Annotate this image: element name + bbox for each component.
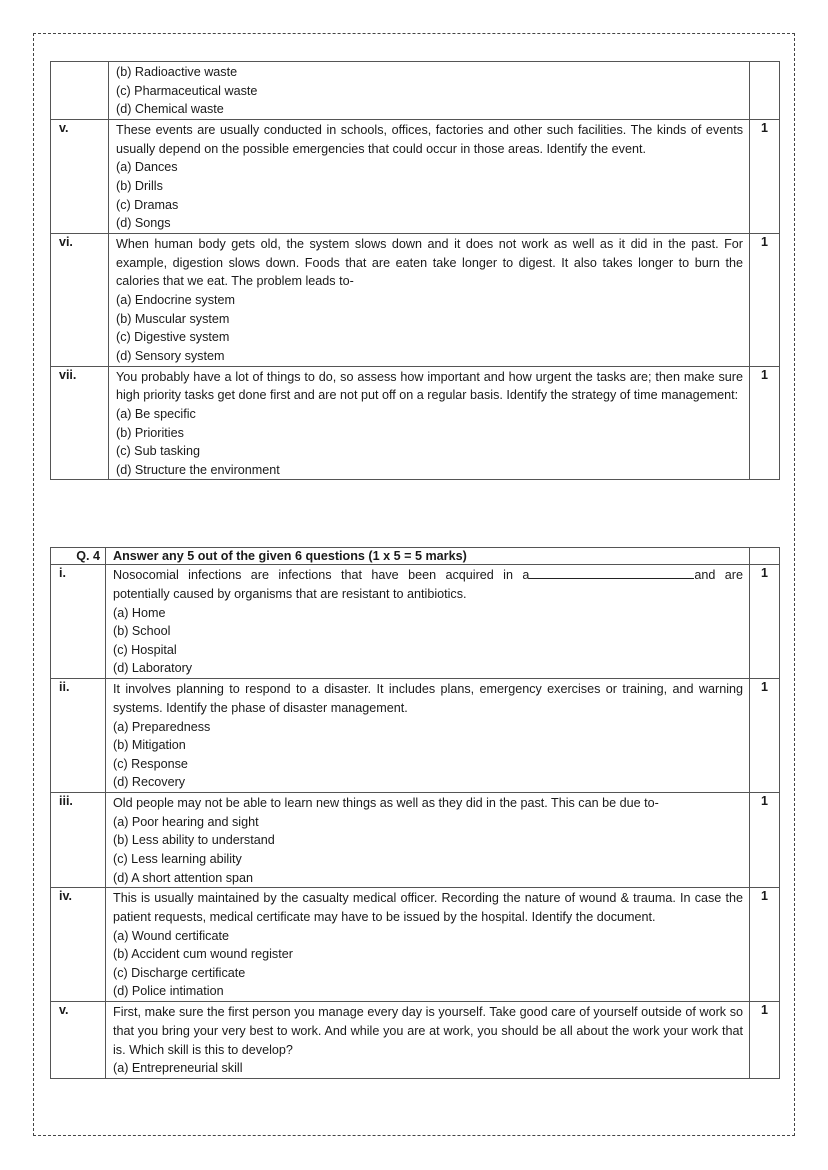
option: (d) Songs bbox=[116, 216, 171, 231]
question-marks bbox=[750, 62, 780, 120]
question-marks: 1 bbox=[750, 119, 780, 233]
option: (d) Police intimation bbox=[113, 984, 224, 999]
option: (b) Accident cum wound register bbox=[113, 947, 293, 962]
fill-in-blank bbox=[529, 566, 694, 579]
option: (a) Endocrine system bbox=[116, 293, 235, 308]
question-stem: It involves planning to respond to a disaster. It includes plans, emergency exercises or training, and warning systems. Identify the phase of disaster management. bbox=[113, 681, 743, 715]
question-marks: 1 bbox=[750, 366, 780, 480]
option: (c) Pharmaceutical waste bbox=[116, 83, 258, 98]
option: (d) Recovery bbox=[113, 775, 186, 790]
option: (c) Less learning ability bbox=[113, 851, 242, 866]
question-stem: Old people may not be able to learn new things as well as they did in the past. This can be due to- bbox=[113, 795, 659, 810]
question-body bbox=[109, 233, 750, 366]
option: (d) A short attention span bbox=[113, 870, 254, 885]
option: (b) Radioactive waste bbox=[116, 65, 238, 79]
question-number: vii. bbox=[51, 366, 109, 480]
question-row bbox=[51, 565, 780, 679]
section-header-row bbox=[51, 548, 780, 565]
option: (a) Be specific bbox=[116, 407, 196, 422]
question-body bbox=[106, 1002, 750, 1079]
question-marks: 1 bbox=[750, 1002, 780, 1079]
question-stem: These events are usually conducted in schools, offices, factories and other such facilities. The kinds of events usually depend on the possible emergencies that could occur in those areas. Identify the event. bbox=[116, 122, 743, 156]
option: (b) Mitigation bbox=[113, 738, 186, 753]
question-body bbox=[106, 792, 750, 887]
option: (d) Sensory system bbox=[116, 348, 225, 363]
question-row bbox=[51, 792, 780, 887]
section-instruction: Answer any 5 out of the given 6 questions (1 x 5 = 5 marks) bbox=[106, 548, 750, 565]
question-row bbox=[51, 888, 780, 1002]
question-marks: 1 bbox=[750, 678, 780, 792]
question-body bbox=[109, 366, 750, 480]
question-number: i. bbox=[51, 565, 106, 679]
question-row bbox=[51, 1002, 780, 1079]
question-marks: 1 bbox=[750, 565, 780, 679]
question-marks: 1 bbox=[750, 792, 780, 887]
option: (a) Preparedness bbox=[113, 719, 211, 734]
option: (c) Discharge certificate bbox=[113, 965, 246, 980]
question-number: v. bbox=[51, 1002, 106, 1079]
option: (a) Poor hearing and sight bbox=[113, 814, 259, 829]
question-table-section-4 bbox=[50, 547, 780, 1079]
question-stem-part-1: Nosocomial infections are infections that have been acquired in a bbox=[113, 568, 530, 582]
option: (a) Dances bbox=[116, 160, 178, 175]
option: (b) Priorities bbox=[116, 425, 184, 440]
question-number: iii. bbox=[51, 792, 106, 887]
section-number: Q. 4 bbox=[51, 548, 106, 565]
option: (a) Wound certificate bbox=[113, 928, 229, 943]
option: (d) Laboratory bbox=[113, 661, 193, 676]
option: (c) Sub tasking bbox=[116, 444, 200, 459]
option: (c) Digestive system bbox=[116, 330, 230, 345]
option: (b) School bbox=[113, 624, 171, 639]
question-row bbox=[51, 119, 780, 233]
option: (d) Chemical waste bbox=[116, 102, 224, 117]
question-stem: First, make sure the first person you manage every day is yourself. Take good care of yourself outside of work so that you bring your very best to work. And while you are at work, you should be all about the work your work that is. Which skill is this to develop? bbox=[113, 1005, 743, 1057]
question-marks: 1 bbox=[750, 888, 780, 1002]
question-stem: When human body gets old, the system slows down and it does not work as well as it did in the past. For example, digestion slows down. Foods that are eaten take longer to digest. It also takes longer to burn the calories that we eat. The problem leads to- bbox=[116, 236, 743, 289]
question-marks: 1 bbox=[750, 233, 780, 366]
question-table-section-3 bbox=[50, 61, 780, 480]
question-number: vi. bbox=[51, 233, 109, 366]
question-body bbox=[109, 62, 750, 120]
section-marks-header bbox=[750, 548, 780, 565]
question-row bbox=[51, 62, 780, 120]
question-number bbox=[51, 62, 109, 120]
option: (a) Entrepreneurial skill bbox=[113, 1061, 243, 1076]
option: (b) Less ability to understand bbox=[113, 833, 275, 848]
option: (b) Drills bbox=[116, 178, 163, 193]
option: (c) Response bbox=[113, 756, 188, 771]
question-row bbox=[51, 678, 780, 792]
question-number: iv. bbox=[51, 888, 106, 1002]
option: (c) Dramas bbox=[116, 197, 179, 212]
option: (c) Hospital bbox=[113, 642, 177, 657]
question-stem-part-2: and are potentially caused by organisms that are resistant to antibiotics. bbox=[113, 568, 743, 601]
question-body bbox=[106, 678, 750, 792]
question-stem: You probably have a lot of things to do, so assess how important and how urgent the tasks are; then make sure high priority tasks get done first and are not put off on a regular basis. Identify the strategy of time management: bbox=[116, 369, 743, 403]
option: (b) Muscular system bbox=[116, 311, 230, 326]
question-row bbox=[51, 366, 780, 480]
question-body bbox=[106, 888, 750, 1002]
option: (d) Structure the environment bbox=[116, 462, 280, 477]
option: (a) Home bbox=[113, 605, 166, 620]
question-body bbox=[109, 119, 750, 233]
question-body bbox=[106, 565, 750, 679]
question-stem: This is usually maintained by the casualty medical officer. Recording the nature of wound & trauma. In case the patient requests, medical certificate may have to be issued by the hospital. Identify the document. bbox=[113, 891, 743, 924]
question-row bbox=[51, 233, 780, 366]
question-number: v. bbox=[51, 119, 109, 233]
question-number: ii. bbox=[51, 678, 106, 792]
question-stem bbox=[113, 566, 743, 604]
